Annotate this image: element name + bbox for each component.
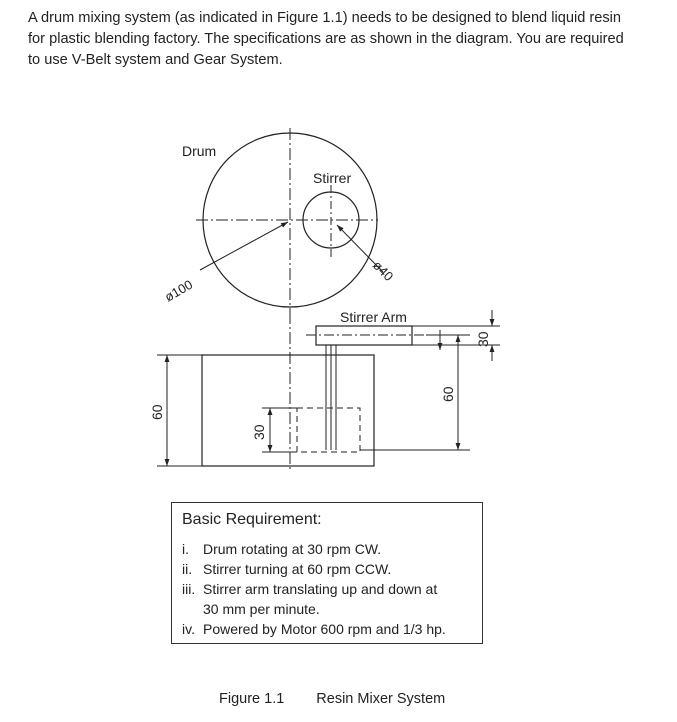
requirement-item <box>182 559 482 579</box>
drum-label: Drum <box>182 143 217 159</box>
drum-top-view <box>196 128 378 312</box>
requirement-text: Powered by Motor 600 rpm and 1/3 hp. <box>203 621 446 637</box>
drum-diameter-leader <box>200 222 288 270</box>
stirrer-top-view <box>303 185 359 258</box>
figure-caption <box>219 691 445 707</box>
requirement-text: Stirrer turning at 60 rpm CCW. <box>203 561 392 577</box>
requirements-title: Basic Requirement: <box>182 511 322 528</box>
stirrer-shaft <box>326 345 336 450</box>
figure-title: Resin Mixer System <box>316 691 446 707</box>
intro-line-2: for plastic blending factory. The specifications are as shown in the diagram. You are required <box>28 31 624 47</box>
intro-line-3: to use V-Belt system and Gear System. <box>28 52 283 68</box>
requirement-item <box>182 619 482 639</box>
intro-line-1: A drum mixing system (as indicated in Figure 1.1) needs to be designed to blend liquid resin <box>28 10 621 26</box>
stirrer-blade-hidden <box>297 408 360 452</box>
requirements-box <box>171 502 483 644</box>
drum-body <box>202 355 374 466</box>
drum-diameter-label: ø100 <box>162 276 196 305</box>
inner-depth-label: 30 <box>251 424 267 440</box>
requirement-number: iii. <box>182 581 196 597</box>
body-height-label: 60 <box>149 404 165 420</box>
requirements-list <box>182 539 482 639</box>
requirement-item <box>182 579 482 619</box>
requirement-number: ii. <box>182 561 193 577</box>
figure-number: Figure 1.1 <box>219 691 285 707</box>
stirrer-diameter-label: ø40 <box>369 257 397 284</box>
travel-label: 60 <box>440 386 456 402</box>
stirrer-label: Stirrer <box>313 170 352 186</box>
arm-thickness-label: 30 <box>475 331 491 347</box>
requirement-text: Stirrer arm translating up and down at 30 mm per minute. <box>203 581 438 617</box>
requirement-text: Drum rotating at 30 rpm CW. <box>203 541 382 557</box>
stirrer-arm <box>306 326 424 345</box>
stirrer-arm-label: Stirrer Arm <box>340 309 407 325</box>
requirement-number: iv. <box>182 621 195 637</box>
inner-depth-dimension <box>262 408 297 452</box>
requirement-item <box>182 539 482 559</box>
requirement-number: i. <box>182 541 189 557</box>
